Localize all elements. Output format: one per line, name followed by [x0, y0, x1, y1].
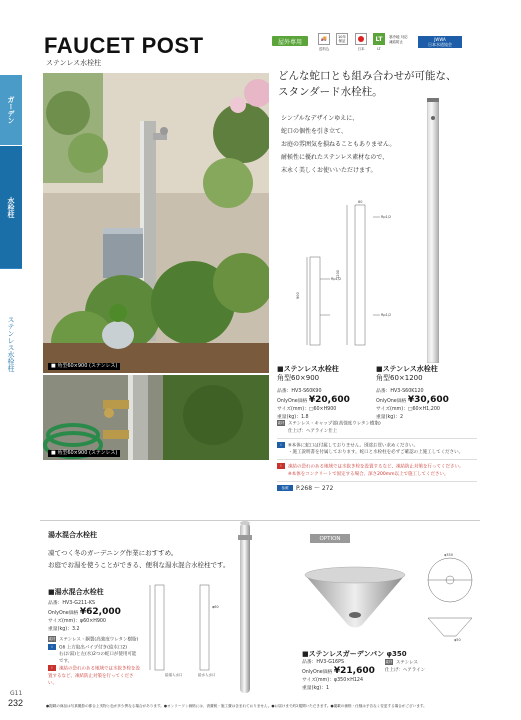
product-name: ■ステンレスガーデンパン φ350 [302, 650, 407, 658]
icon-label-lt: LT [377, 47, 381, 51]
product-code: HV3-G16PS [316, 660, 345, 665]
size-label: サイズ(mm) [376, 407, 404, 412]
section-divider [40, 520, 480, 521]
warranty-icon: 10年 保証 [336, 33, 348, 45]
warning-line: 凍結の恐れのある地域では水抜き栓を設置するなど、凍結防止対策を行ってください。 [288, 464, 464, 470]
page-section: G11 [10, 690, 23, 697]
hot-inlet-label: 給湯入水口 [165, 673, 183, 677]
price-label: OnlyOne価格 [277, 399, 308, 404]
weight-label: 重量(kg) [302, 686, 322, 691]
product-code: HV3-S60K90 [291, 389, 322, 394]
product-card-1200: ■ステンレス水栓柱 角型60×1200 品番：HV3-S60K120 OnlyOne価格 ¥30,600 サイズ(mm)：□60×H1,200 重量(kg)：2 [376, 365, 476, 422]
dim-phi50: φ50 [454, 638, 461, 642]
product-weight: 2 [399, 415, 404, 420]
size-label: サイズ(mm) [302, 678, 330, 683]
dim-phi60: φ60 [212, 605, 219, 609]
info-mark: i [277, 442, 285, 448]
product-weight: 3.2 [71, 627, 80, 632]
main-photo-caption: ■ 角型60×900 (ステンレス) [48, 363, 120, 370]
product-dims: □60×H900 [308, 407, 337, 412]
option-material: ステンレス [395, 660, 418, 666]
cold-region-text: 寒冷地 対応 凍結防止 [389, 35, 408, 44]
mixing-desc-line: お庭でお湯を使うことができる、便利な湯水混合水栓柱です。 [48, 561, 230, 569]
material-mark: 素材 [48, 637, 56, 641]
outdoor-badge: 屋外専用 [272, 36, 308, 46]
option-badge: OPTION [310, 534, 350, 543]
option-finish: 仕上げ：ヘアライン [384, 667, 426, 673]
mixing-product-card: ■湯水混合水栓柱 品番：HV3-G211-KS OnlyOne価格 ¥62,000 サイズ(mm)：φ60×H900 重量(kg)：3.2 素材 ステンレス・銅製(高強度ウレタン樹脂) i G6 上方取出パイプ付き(給水口2) 右(お湯)と左(水)2つの蛇口が使用可能です。 ! 凍結の恐れのある地域では水抜き栓を設置するなど、凍結防止対策を行ってください。 [48, 588, 140, 686]
truck-icon: 🚚 [318, 33, 330, 45]
size-label: サイズ(mm) [48, 619, 76, 624]
product-weight: 1 [325, 686, 330, 691]
product-weight: 1.8 [300, 415, 309, 420]
mixing-post-image [238, 515, 252, 695]
warning-mark: ! [48, 665, 56, 671]
jwwa-badge: JWWA 日本水道協会 [418, 36, 462, 48]
warning-mark: ! [277, 463, 285, 469]
mixing-desc-line: 凍てつく冬のガーデニング作業におすすめ。 [48, 549, 178, 557]
mixing-dimension-drawing [140, 580, 230, 680]
catch-line-1: どんな蛇口とも組み合わせが可能な、 [278, 70, 457, 82]
dim-phi350: φ350 [444, 553, 453, 557]
see-also-link[interactable]: P.268 ～ 272 [296, 484, 334, 492]
mixing-warning: 凍結の恐れのある地域では水抜き栓を設置するなど、凍結防止対策を行ってください。 [48, 666, 140, 686]
code-label: 品番 [48, 601, 58, 606]
page-number: 232 [8, 698, 24, 708]
small-photo-caption: ■ 角型60×900 (ステンレス) [48, 450, 120, 457]
finish-text: 仕上げ：ヘアライン仕上 [288, 428, 338, 434]
product-dims: φ60×H900 [79, 619, 106, 624]
product-price: ¥21,600 [333, 666, 375, 676]
code-label: 品番 [277, 389, 287, 394]
material-text: ステンレス・キャップ部(高強度ウレタン樹脂) [288, 421, 381, 427]
icon-label-japan: 日本 [357, 47, 365, 51]
dim-1200: 1200 [336, 270, 340, 279]
mixing-section-title: 湯水混合水栓柱 [48, 531, 97, 539]
info-mark: i [48, 644, 56, 650]
footer-notes: ●掲載の商品は写真撮影の都合上実物と色が多少異なる場合があります。●オンリーワン価格には、消費税・施工費は含まれておりません。●お届けまで約2週間いただきます。●掲載の価格・仕様は予告なく変更する場合がございます。 [46, 704, 427, 708]
page-subtitle: ステンレス水栓柱 [46, 59, 102, 67]
catch-copy [278, 68, 457, 100]
product-description [281, 112, 395, 177]
desc-line: シンプルなデザインゆえに、 [281, 115, 359, 122]
product-name: ■ステンレス水栓柱 [376, 365, 438, 373]
weight-label: 重量(kg) [48, 627, 68, 632]
option-product-card: ■ステンレスガーデンパン φ350 品番：HV3-G16PS OnlyOne価格 ¥21,600 サイズ(mm)：φ350×H124 重量(kg)：1 素材 ステンレス 仕上げ：ヘアライン [302, 650, 482, 693]
price-label: OnlyOne価格 [376, 399, 407, 404]
product-name: ■ステンレス水栓柱 [277, 365, 339, 373]
product-price: ¥30,600 [407, 395, 449, 405]
product-price: ¥20,600 [308, 395, 350, 405]
product-size: 角型60×1200 [376, 374, 423, 382]
product-code: HV3-S60K120 [390, 389, 424, 394]
material-notes [277, 420, 477, 492]
mixing-note: G6 上方取出パイプ付き(給水口2) [59, 645, 128, 650]
size-label: サイズ(mm) [277, 407, 305, 412]
code-label: 品番 [302, 660, 312, 665]
page-title: FAUCET POST [44, 33, 204, 58]
see-also-mark: 参照 [277, 485, 293, 491]
post-dimension-drawings [285, 197, 425, 352]
dim-rp-bottom: Rp1/2 [381, 313, 392, 317]
mixing-material: ステンレス・銅製(高強度ウレタン樹脂) [59, 637, 139, 643]
product-dims: □60×H1,200 [407, 407, 440, 412]
dim-900: 900 [296, 292, 300, 299]
price-label: OnlyOne価格 [302, 670, 333, 675]
garden-pan-image [300, 560, 410, 640]
side-tab-faucet-post[interactable]: 水栓柱 [0, 146, 22, 268]
lt-icon: LT [373, 33, 385, 45]
weight-label: 重量(kg) [376, 415, 396, 420]
cold-inlet-label: 給水入水口 [198, 673, 216, 677]
dim-rp-top: Rp1/2 [381, 215, 392, 219]
material-mark: 素材 [277, 421, 285, 425]
faucet-closeup-photo [43, 375, 269, 460]
dim-60: 60 [358, 200, 363, 204]
warning-line: ※本体をコンクリートで固定する場合、深さ200mm以上で施工してください。 [288, 471, 449, 477]
garden-pan-drawing [420, 548, 480, 643]
stainless-post-image [427, 98, 439, 363]
side-tab-stainless-post[interactable]: ステンレス水栓柱 [0, 268, 22, 418]
mixing-section-desc [48, 547, 229, 571]
product-code: HV3-G211-KS [62, 601, 96, 606]
note-line: ※本体に蛇口は付属しておりません。別途お買い求めください。 [288, 443, 419, 448]
weight-label: 重量(kg) [277, 415, 297, 420]
dim-rp-left: Rp1/2 [331, 277, 342, 281]
code-label: 品番 [376, 389, 386, 394]
japan-flag-icon [355, 33, 367, 45]
price-label: OnlyOne価格 [48, 611, 79, 616]
product-size: 角型60×900 [277, 374, 320, 382]
side-tab-garden[interactable]: ガーデン [0, 75, 22, 145]
note-line: ・施工説明書を付属しております。蛇口と水栓柱を必ずご確認の上施工してください。 [288, 450, 464, 455]
icon-label-shipping: 送料込 [318, 47, 330, 51]
product-price: ¥62,000 [79, 607, 121, 617]
desc-line: お庭の雰囲気を損ねることもありません。 [281, 141, 396, 148]
catch-line-2: スタンダード水栓柱。 [278, 86, 383, 98]
desc-line: 耐候性に優れたステンレス素材なので、 [281, 154, 389, 161]
product-card-900: ■ステンレス水栓柱 角型60×900 品番：HV3-S60K90 OnlyOne価格 ¥20,600 サイズ(mm)：□60×H900 重量(kg)：1.8 [277, 365, 372, 422]
product-dims: φ350×H124 [333, 678, 364, 683]
desc-line: 蛇口の個性を引き立て、 [281, 128, 347, 135]
material-mark: 素材 [385, 660, 393, 664]
garden-faucet-photo [43, 73, 269, 373]
product-name: ■湯水混合水栓柱 [48, 588, 104, 596]
mixing-note: 右(お湯)と左(水)2つの蛇口が使用可能です。 [59, 652, 137, 664]
desc-line: 末永く美しくお使いいただけます。 [281, 167, 377, 174]
